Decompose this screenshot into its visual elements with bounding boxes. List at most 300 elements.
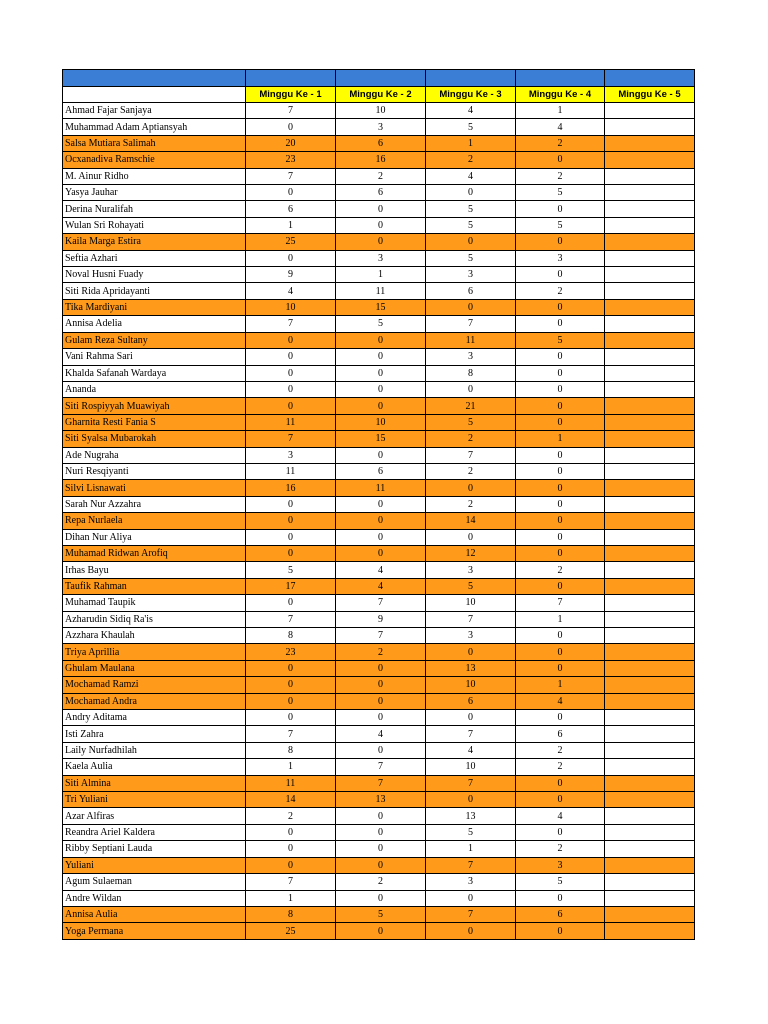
name-cell[interactable]: Muhamad Taupik: [63, 595, 246, 611]
name-cell[interactable]: Siti Syalsa Mubarokah: [63, 431, 246, 447]
week-1-cell[interactable]: 0: [246, 250, 336, 266]
week-2-cell[interactable]: 0: [336, 808, 426, 824]
name-cell[interactable]: Azharudin Sidiq Ra'is: [63, 611, 246, 627]
week-4-cell[interactable]: 0: [516, 545, 605, 561]
week-2-cell[interactable]: 0: [336, 841, 426, 857]
name-cell[interactable]: Nuri Resqiyanti: [63, 463, 246, 479]
week-4-cell[interactable]: 6: [516, 906, 605, 922]
week-2-cell[interactable]: 1: [336, 267, 426, 283]
week-3-cell[interactable]: 5: [426, 217, 516, 233]
week-5-cell[interactable]: [605, 529, 695, 545]
week-2-cell[interactable]: 2: [336, 644, 426, 660]
name-cell[interactable]: Khalda Safanah Wardaya: [63, 365, 246, 381]
week-3-cell[interactable]: 2: [426, 431, 516, 447]
name-cell[interactable]: Laily Nurfadhilah: [63, 742, 246, 758]
week-4-cell[interactable]: 1: [516, 103, 605, 119]
week-1-cell[interactable]: 20: [246, 135, 336, 151]
week-4-cell[interactable]: 0: [516, 480, 605, 496]
week-4-cell[interactable]: 5: [516, 874, 605, 890]
week-4-cell[interactable]: 5: [516, 185, 605, 201]
week-3-cell[interactable]: 7: [426, 316, 516, 332]
week-4-cell[interactable]: 1: [516, 431, 605, 447]
week-3-cell[interactable]: 5: [426, 250, 516, 266]
week-4-cell[interactable]: 4: [516, 119, 605, 135]
week-5-cell[interactable]: [605, 381, 695, 397]
week-2-cell[interactable]: 0: [336, 824, 426, 840]
week-2-cell[interactable]: 6: [336, 135, 426, 151]
week-4-cell[interactable]: 2: [516, 759, 605, 775]
week-1-cell[interactable]: 1: [246, 217, 336, 233]
week-4-cell[interactable]: 0: [516, 628, 605, 644]
week-5-cell[interactable]: [605, 447, 695, 463]
week-5-cell[interactable]: [605, 103, 695, 119]
week-4-cell[interactable]: 0: [516, 463, 605, 479]
week-1-cell[interactable]: 7: [246, 431, 336, 447]
week-4-cell[interactable]: 0: [516, 792, 605, 808]
week-2-cell[interactable]: 0: [336, 217, 426, 233]
week-3-cell[interactable]: 13: [426, 808, 516, 824]
week-4-cell[interactable]: 2: [516, 135, 605, 151]
week-1-cell[interactable]: 7: [246, 726, 336, 742]
week-3-cell[interactable]: 0: [426, 529, 516, 545]
name-cell[interactable]: Siti Almina: [63, 775, 246, 791]
week-4-cell[interactable]: 0: [516, 890, 605, 906]
week-2-cell[interactable]: 0: [336, 742, 426, 758]
week-2-cell[interactable]: 7: [336, 595, 426, 611]
week-2-cell[interactable]: 0: [336, 349, 426, 365]
week-3-cell[interactable]: 7: [426, 857, 516, 873]
week-2-cell[interactable]: 7: [336, 759, 426, 775]
week-5-cell[interactable]: [605, 513, 695, 529]
week-3-cell[interactable]: 10: [426, 595, 516, 611]
name-cell[interactable]: Vani Rahma Sari: [63, 349, 246, 365]
week-1-cell[interactable]: 25: [246, 923, 336, 939]
week-1-cell[interactable]: 7: [246, 874, 336, 890]
name-cell[interactable]: Gulam Reza Sultany: [63, 332, 246, 348]
week-3-cell[interactable]: 7: [426, 611, 516, 627]
week-4-cell[interactable]: 0: [516, 398, 605, 414]
week-4-cell[interactable]: 0: [516, 414, 605, 430]
week-4-cell[interactable]: 2: [516, 168, 605, 184]
name-cell[interactable]: Silvi Lisnawati: [63, 480, 246, 496]
week-2-cell[interactable]: 15: [336, 299, 426, 315]
week-3-cell[interactable]: 7: [426, 726, 516, 742]
week-4-cell[interactable]: 1: [516, 611, 605, 627]
header-bar-cell[interactable]: [605, 70, 695, 87]
week-3-cell[interactable]: 3: [426, 267, 516, 283]
week-3-cell[interactable]: 11: [426, 332, 516, 348]
week-2-cell[interactable]: 0: [336, 381, 426, 397]
week-1-cell[interactable]: 0: [246, 365, 336, 381]
week-1-cell[interactable]: 0: [246, 677, 336, 693]
week-5-cell[interactable]: [605, 480, 695, 496]
week-1-cell[interactable]: 23: [246, 152, 336, 168]
week-1-cell[interactable]: 17: [246, 578, 336, 594]
week-3-cell[interactable]: 2: [426, 496, 516, 512]
name-cell[interactable]: Kaela Aulia: [63, 759, 246, 775]
week-2-cell[interactable]: 4: [336, 578, 426, 594]
week-5-cell[interactable]: [605, 217, 695, 233]
week-5-cell[interactable]: [605, 283, 695, 299]
week-5-cell[interactable]: [605, 496, 695, 512]
header-bar-cell[interactable]: [246, 70, 336, 87]
name-cell[interactable]: Tri Yuliani: [63, 792, 246, 808]
week-1-cell[interactable]: 0: [246, 545, 336, 561]
week-4-cell[interactable]: 0: [516, 496, 605, 512]
week-3-cell[interactable]: 1: [426, 135, 516, 151]
week-5-cell[interactable]: [605, 890, 695, 906]
week-3-cell[interactable]: 4: [426, 103, 516, 119]
name-cell[interactable]: Ade Nugraha: [63, 447, 246, 463]
week-5-cell[interactable]: [605, 742, 695, 758]
week-4-cell[interactable]: 0: [516, 201, 605, 217]
week-2-cell[interactable]: 0: [336, 496, 426, 512]
name-cell[interactable]: Siti Rospiyyah Muawiyah: [63, 398, 246, 414]
week-5-cell[interactable]: [605, 808, 695, 824]
week-2-cell[interactable]: 0: [336, 660, 426, 676]
week-4-cell[interactable]: 0: [516, 644, 605, 660]
name-cell[interactable]: Salsa Mutiara Salimah: [63, 135, 246, 151]
name-cell[interactable]: Ananda: [63, 381, 246, 397]
week-3-cell[interactable]: 1: [426, 841, 516, 857]
week-3-cell[interactable]: 0: [426, 299, 516, 315]
week-5-cell[interactable]: [605, 578, 695, 594]
week-3-cell[interactable]: 3: [426, 349, 516, 365]
week-2-cell[interactable]: 2: [336, 874, 426, 890]
week-4-cell[interactable]: 0: [516, 710, 605, 726]
name-cell[interactable]: Azzhara Khaulah: [63, 628, 246, 644]
name-cell[interactable]: Gharnita Resti Fania S: [63, 414, 246, 430]
week-3-cell[interactable]: 7: [426, 906, 516, 922]
week-5-cell[interactable]: [605, 234, 695, 250]
week-2-cell[interactable]: 2: [336, 168, 426, 184]
week-1-cell[interactable]: 1: [246, 759, 336, 775]
week-3-cell[interactable]: 7: [426, 775, 516, 791]
week-1-cell[interactable]: 0: [246, 185, 336, 201]
week-2-cell[interactable]: 7: [336, 628, 426, 644]
week-1-cell[interactable]: 8: [246, 628, 336, 644]
week-1-cell[interactable]: 0: [246, 513, 336, 529]
week-2-cell[interactable]: 15: [336, 431, 426, 447]
week-4-cell[interactable]: 0: [516, 513, 605, 529]
week-5-cell[interactable]: [605, 693, 695, 709]
week-5-cell[interactable]: [605, 135, 695, 151]
week-3-cell[interactable]: 0: [426, 792, 516, 808]
week-3-cell[interactable]: 10: [426, 759, 516, 775]
week-5-cell[interactable]: [605, 299, 695, 315]
week-3-cell[interactable]: 6: [426, 693, 516, 709]
week-3-cell[interactable]: 10: [426, 677, 516, 693]
week-3-cell[interactable]: 5: [426, 578, 516, 594]
week-2-cell[interactable]: 0: [336, 890, 426, 906]
week-4-cell[interactable]: 6: [516, 726, 605, 742]
week-3-cell[interactable]: 0: [426, 890, 516, 906]
week-3-cell[interactable]: 3: [426, 562, 516, 578]
week-5-cell[interactable]: [605, 628, 695, 644]
name-cell[interactable]: Repa Nurlaela: [63, 513, 246, 529]
week-1-cell[interactable]: 3: [246, 447, 336, 463]
column-header-week-1[interactable]: Minggu Ke - 1: [246, 87, 336, 103]
week-1-cell[interactable]: 11: [246, 463, 336, 479]
week-1-cell[interactable]: 16: [246, 480, 336, 496]
name-cell[interactable]: Triya Aprillia: [63, 644, 246, 660]
week-2-cell[interactable]: 0: [336, 201, 426, 217]
week-3-cell[interactable]: 5: [426, 414, 516, 430]
week-3-cell[interactable]: 7: [426, 447, 516, 463]
week-5-cell[interactable]: [605, 824, 695, 840]
week-5-cell[interactable]: [605, 250, 695, 266]
week-2-cell[interactable]: 13: [336, 792, 426, 808]
week-4-cell[interactable]: 3: [516, 250, 605, 266]
week-2-cell[interactable]: 0: [336, 447, 426, 463]
week-5-cell[interactable]: [605, 857, 695, 873]
week-4-cell[interactable]: 0: [516, 365, 605, 381]
week-1-cell[interactable]: 0: [246, 529, 336, 545]
week-2-cell[interactable]: 11: [336, 283, 426, 299]
week-2-cell[interactable]: 11: [336, 480, 426, 496]
week-4-cell[interactable]: 0: [516, 299, 605, 315]
week-4-cell[interactable]: 5: [516, 332, 605, 348]
week-1-cell[interactable]: 7: [246, 168, 336, 184]
week-2-cell[interactable]: 0: [336, 398, 426, 414]
name-cell[interactable]: Taufik Rahman: [63, 578, 246, 594]
week-5-cell[interactable]: [605, 710, 695, 726]
name-cell[interactable]: Agum Sulaeman: [63, 874, 246, 890]
week-5-cell[interactable]: [605, 644, 695, 660]
week-2-cell[interactable]: 0: [336, 365, 426, 381]
week-1-cell[interactable]: 25: [246, 234, 336, 250]
week-2-cell[interactable]: 0: [336, 857, 426, 873]
week-4-cell[interactable]: 0: [516, 381, 605, 397]
week-3-cell[interactable]: 5: [426, 824, 516, 840]
week-1-cell[interactable]: 8: [246, 742, 336, 758]
week-3-cell[interactable]: 5: [426, 119, 516, 135]
week-5-cell[interactable]: [605, 185, 695, 201]
name-cell[interactable]: Muhammad Adam Aptiansyah: [63, 119, 246, 135]
week-5-cell[interactable]: [605, 923, 695, 939]
week-2-cell[interactable]: 0: [336, 693, 426, 709]
week-2-cell[interactable]: 6: [336, 185, 426, 201]
week-2-cell[interactable]: 4: [336, 562, 426, 578]
week-4-cell[interactable]: 0: [516, 447, 605, 463]
week-1-cell[interactable]: 11: [246, 775, 336, 791]
name-cell[interactable]: Annisa Aulia: [63, 906, 246, 922]
week-1-cell[interactable]: 8: [246, 906, 336, 922]
name-cell[interactable]: Kaila Marga Estira: [63, 234, 246, 250]
week-3-cell[interactable]: 0: [426, 234, 516, 250]
name-cell[interactable]: Irhas Bayu: [63, 562, 246, 578]
week-4-cell[interactable]: 4: [516, 693, 605, 709]
week-1-cell[interactable]: 7: [246, 103, 336, 119]
week-5-cell[interactable]: [605, 414, 695, 430]
week-4-cell[interactable]: 4: [516, 808, 605, 824]
week-2-cell[interactable]: 0: [336, 513, 426, 529]
name-cell[interactable]: Mochamad Andra: [63, 693, 246, 709]
week-2-cell[interactable]: 3: [336, 250, 426, 266]
week-2-cell[interactable]: 5: [336, 906, 426, 922]
week-5-cell[interactable]: [605, 152, 695, 168]
week-4-cell[interactable]: 3: [516, 857, 605, 873]
name-cell[interactable]: Azar Alfiras: [63, 808, 246, 824]
week-2-cell[interactable]: 0: [336, 545, 426, 561]
week-1-cell[interactable]: 11: [246, 414, 336, 430]
name-cell[interactable]: Ahmad Fajar Sanjaya: [63, 103, 246, 119]
week-1-cell[interactable]: 7: [246, 611, 336, 627]
week-2-cell[interactable]: 4: [336, 726, 426, 742]
column-header-week-2[interactable]: Minggu Ke - 2: [336, 87, 426, 103]
column-header-week-3[interactable]: Minggu Ke - 3: [426, 87, 516, 103]
week-3-cell[interactable]: 0: [426, 185, 516, 201]
week-1-cell[interactable]: 0: [246, 398, 336, 414]
week-4-cell[interactable]: 5: [516, 217, 605, 233]
week-3-cell[interactable]: 2: [426, 152, 516, 168]
week-5-cell[interactable]: [605, 677, 695, 693]
week-5-cell[interactable]: [605, 562, 695, 578]
name-cell[interactable]: Ribby Septiani Lauda: [63, 841, 246, 857]
week-2-cell[interactable]: 10: [336, 103, 426, 119]
week-3-cell[interactable]: 3: [426, 628, 516, 644]
week-1-cell[interactable]: 0: [246, 496, 336, 512]
name-cell[interactable]: Annisa Adelia: [63, 316, 246, 332]
week-2-cell[interactable]: 10: [336, 414, 426, 430]
week-2-cell[interactable]: 0: [336, 677, 426, 693]
name-cell[interactable]: Ocxanadiva Ramschie: [63, 152, 246, 168]
name-cell[interactable]: Wulan Sri Rohayati: [63, 217, 246, 233]
week-1-cell[interactable]: 0: [246, 857, 336, 873]
week-2-cell[interactable]: 0: [336, 710, 426, 726]
week-5-cell[interactable]: [605, 759, 695, 775]
name-cell[interactable]: Tika Mardiyani: [63, 299, 246, 315]
week-1-cell[interactable]: 23: [246, 644, 336, 660]
week-1-cell[interactable]: 0: [246, 381, 336, 397]
week-4-cell[interactable]: 0: [516, 923, 605, 939]
week-5-cell[interactable]: [605, 463, 695, 479]
week-3-cell[interactable]: 0: [426, 710, 516, 726]
week-5-cell[interactable]: [605, 841, 695, 857]
week-1-cell[interactable]: 7: [246, 316, 336, 332]
week-4-cell[interactable]: 0: [516, 349, 605, 365]
name-cell[interactable]: Yuliani: [63, 857, 246, 873]
name-cell[interactable]: M. Ainur Ridho: [63, 168, 246, 184]
name-cell[interactable]: Muhamad Ridwan Arofiq: [63, 545, 246, 561]
week-3-cell[interactable]: 0: [426, 480, 516, 496]
week-5-cell[interactable]: [605, 595, 695, 611]
name-cell[interactable]: Isti Zahra: [63, 726, 246, 742]
week-1-cell[interactable]: 5: [246, 562, 336, 578]
week-3-cell[interactable]: 13: [426, 660, 516, 676]
week-4-cell[interactable]: 0: [516, 316, 605, 332]
name-cell[interactable]: Siti Rida Apridayanti: [63, 283, 246, 299]
week-5-cell[interactable]: [605, 660, 695, 676]
week-3-cell[interactable]: 21: [426, 398, 516, 414]
week-1-cell[interactable]: 4: [246, 283, 336, 299]
week-1-cell[interactable]: 0: [246, 660, 336, 676]
header-bar-cell[interactable]: [336, 70, 426, 87]
week-4-cell[interactable]: 1: [516, 677, 605, 693]
week-5-cell[interactable]: [605, 611, 695, 627]
week-5-cell[interactable]: [605, 316, 695, 332]
week-5-cell[interactable]: [605, 398, 695, 414]
week-5-cell[interactable]: [605, 201, 695, 217]
name-cell[interactable]: Andry Aditama: [63, 710, 246, 726]
week-1-cell[interactable]: 14: [246, 792, 336, 808]
week-5-cell[interactable]: [605, 545, 695, 561]
week-1-cell[interactable]: 0: [246, 693, 336, 709]
week-3-cell[interactable]: 0: [426, 381, 516, 397]
week-3-cell[interactable]: 2: [426, 463, 516, 479]
week-2-cell[interactable]: 9: [336, 611, 426, 627]
week-4-cell[interactable]: 7: [516, 595, 605, 611]
week-1-cell[interactable]: 10: [246, 299, 336, 315]
week-1-cell[interactable]: 2: [246, 808, 336, 824]
week-2-cell[interactable]: 0: [336, 234, 426, 250]
week-3-cell[interactable]: 5: [426, 201, 516, 217]
name-cell[interactable]: Reandra Ariel Kaldera: [63, 824, 246, 840]
week-4-cell[interactable]: 0: [516, 152, 605, 168]
week-5-cell[interactable]: [605, 431, 695, 447]
week-4-cell[interactable]: 2: [516, 283, 605, 299]
column-header-week-4[interactable]: Minggu Ke - 4: [516, 87, 605, 103]
week-2-cell[interactable]: 7: [336, 775, 426, 791]
name-cell[interactable]: Dihan Nur Aliya: [63, 529, 246, 545]
week-3-cell[interactable]: 3: [426, 874, 516, 890]
week-5-cell[interactable]: [605, 168, 695, 184]
name-cell[interactable]: Andre Wildan: [63, 890, 246, 906]
week-2-cell[interactable]: 3: [336, 119, 426, 135]
week-5-cell[interactable]: [605, 267, 695, 283]
name-cell[interactable]: Seftia Azhari: [63, 250, 246, 266]
week-4-cell[interactable]: 2: [516, 562, 605, 578]
header-bar-cell[interactable]: [63, 70, 246, 87]
name-cell[interactable]: Noval Husni Fuady: [63, 267, 246, 283]
week-1-cell[interactable]: 9: [246, 267, 336, 283]
week-4-cell[interactable]: 0: [516, 529, 605, 545]
name-cell[interactable]: Yasya Jauhar: [63, 185, 246, 201]
week-4-cell[interactable]: 0: [516, 775, 605, 791]
week-3-cell[interactable]: 6: [426, 283, 516, 299]
week-3-cell[interactable]: 8: [426, 365, 516, 381]
week-4-cell[interactable]: 2: [516, 742, 605, 758]
week-5-cell[interactable]: [605, 119, 695, 135]
week-3-cell[interactable]: 4: [426, 742, 516, 758]
week-1-cell[interactable]: 0: [246, 841, 336, 857]
week-1-cell[interactable]: 0: [246, 595, 336, 611]
column-header-week-5[interactable]: Minggu Ke - 5: [605, 87, 695, 103]
week-5-cell[interactable]: [605, 365, 695, 381]
week-5-cell[interactable]: [605, 775, 695, 791]
week-4-cell[interactable]: 0: [516, 234, 605, 250]
week-3-cell[interactable]: 12: [426, 545, 516, 561]
week-3-cell[interactable]: 0: [426, 923, 516, 939]
week-5-cell[interactable]: [605, 792, 695, 808]
week-5-cell[interactable]: [605, 906, 695, 922]
name-cell[interactable]: Mochamad Ramzi: [63, 677, 246, 693]
week-3-cell[interactable]: 0: [426, 644, 516, 660]
name-cell[interactable]: Ghulam Maulana: [63, 660, 246, 676]
week-1-cell[interactable]: 0: [246, 824, 336, 840]
week-5-cell[interactable]: [605, 874, 695, 890]
name-column-header[interactable]: [63, 87, 246, 103]
week-2-cell[interactable]: 0: [336, 332, 426, 348]
week-1-cell[interactable]: 0: [246, 710, 336, 726]
week-4-cell[interactable]: 2: [516, 841, 605, 857]
week-1-cell[interactable]: 1: [246, 890, 336, 906]
week-1-cell[interactable]: 6: [246, 201, 336, 217]
week-2-cell[interactable]: 0: [336, 923, 426, 939]
week-1-cell[interactable]: 0: [246, 332, 336, 348]
week-3-cell[interactable]: 14: [426, 513, 516, 529]
header-bar-cell[interactable]: [426, 70, 516, 87]
